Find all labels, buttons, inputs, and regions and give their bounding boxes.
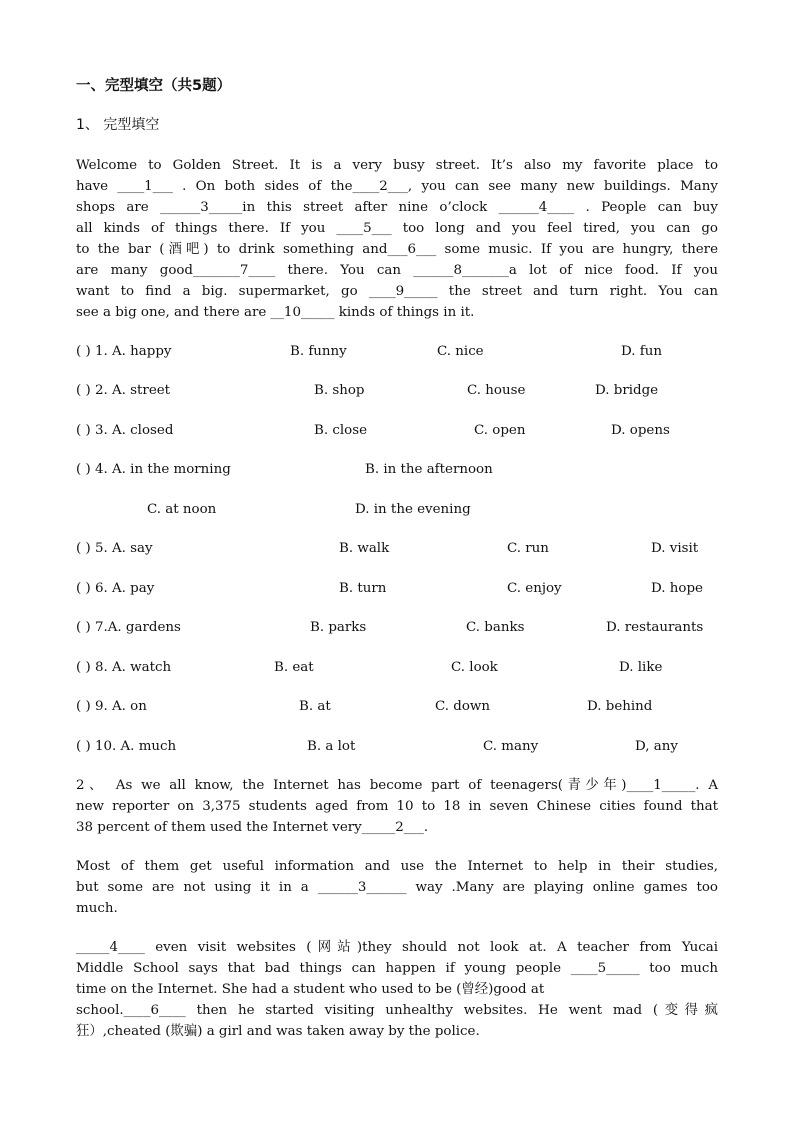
option-lead: ( ) 2. A. street: [76, 383, 171, 398]
option-d: D. visit: [651, 541, 699, 556]
option-d: D. in the evening: [355, 502, 471, 517]
option-b: B. parks: [310, 620, 367, 635]
option-lead: ( ) 5. A. say: [76, 541, 153, 556]
option-d: D. behind: [587, 699, 653, 714]
option-d: D. restaurants: [606, 620, 704, 635]
option-d: D. fun: [621, 344, 662, 359]
passage4-line-3: time on the Internet. She had a student who used to be (曾经)good at: [76, 982, 545, 997]
option-c: C. enjoy: [507, 581, 562, 596]
option-lead: ( ) 1. A. happy: [76, 344, 172, 359]
option-d: D. like: [619, 660, 663, 675]
option-d: D. bridge: [595, 383, 659, 398]
option-lead: ( ) 7.A. gardens: [76, 620, 181, 635]
option-c: C. house: [467, 383, 526, 398]
passage3-line-2: but some are not using it in a ______3______ way .Many are playing online games too: [76, 880, 718, 895]
passage1-line-7: want to find a big. supermarket, go ____9_____ the street and turn right. You can: [76, 284, 718, 299]
option-b: B. turn: [339, 581, 387, 596]
option-lead: ( ) 10. A. much: [76, 739, 177, 754]
option-c: C. nice: [437, 344, 484, 359]
passage4-line-4: school.____6____ then he started visiting unhealthy websites. He went mad (变得疯: [76, 1003, 718, 1018]
option-c: C. run: [507, 541, 549, 556]
option-b: B. at: [299, 699, 331, 714]
passage1-line-6: are many good_______7____ there. You can ______8_______a lot of nice food. If you: [76, 263, 718, 278]
question-1-title: 1、 完型填空: [76, 117, 160, 133]
option-c: C. down: [435, 699, 491, 714]
passage1-line-1: Welcome to Golden Street. It is a very busy street. It’s also my favorite place to: [76, 158, 718, 173]
passage1-line-5: to the bar (酒吧) to drink something and___6___ some music. If you are hungry, there: [76, 242, 718, 257]
passage3-line-1: Most of them get useful information and use the Internet to help in their studies,: [76, 859, 718, 874]
option-lead: ( ) 9. A. on: [76, 699, 147, 714]
option-b: B. in the afternoon: [365, 462, 493, 477]
option-c: C. many: [483, 739, 539, 754]
passage3-line-3: much.: [76, 901, 118, 916]
option-lead: ( ) 4. A. in the morning: [76, 462, 231, 477]
option-b: B. eat: [274, 660, 314, 675]
option-d: D, any: [635, 739, 678, 754]
option-b: B. walk: [339, 541, 390, 556]
option-lead: ( ) 3. A. closed: [76, 423, 174, 438]
passage1-line-8: see a big one, and there are __10_____ kinds of things in it.: [76, 305, 475, 320]
option-c: C. banks: [466, 620, 525, 635]
passage4-line-2: Middle School says that bad things can happen if young people ____5_____ too much: [76, 961, 718, 976]
option-c: C. at noon: [147, 502, 217, 517]
option-d: D. opens: [611, 423, 670, 438]
passage4-line-5: 狂）,cheated (欺骗) a girl and was taken away by the police.: [76, 1024, 480, 1039]
option-d: D. hope: [651, 581, 703, 596]
option-lead: ( ) 8. A. watch: [76, 660, 172, 675]
passage2-line-1: 2、 As we all know, the Internet has become part of teenagers(青少年)____1_____. A: [76, 778, 718, 793]
passage2-line-3: 38 percent of them used the Internet very_____2___.: [76, 820, 429, 835]
option-b: B. funny: [290, 344, 347, 359]
passage1-line-3: shops are ______3_____in this street after nine o’clock ______4____ . People can buy: [76, 200, 718, 215]
section-title: 一、完型填空（共5题）: [76, 78, 232, 94]
option-c: C. look: [451, 660, 498, 675]
option-b: B. close: [314, 423, 367, 438]
passage1-line-4: all kinds of things there. If you ____5___ too long and you feel tired, you can go: [76, 221, 718, 236]
option-b: B. a lot: [307, 739, 356, 754]
passage4-line-1: _____4____ even visit websites (网站)they should not look at. A teacher from Yucai: [76, 940, 718, 955]
option-b: B. shop: [314, 383, 365, 398]
option-lead: ( ) 6. A. pay: [76, 581, 155, 596]
passage1-line-2: have ____1___ . On both sides of the____2___, you can see many new buildings. Many: [76, 179, 718, 194]
option-c: C. open: [474, 423, 526, 438]
passage2-line-2: new reporter on 3,375 students aged from 10 to 18 in seven Chinese cities found that: [76, 799, 718, 814]
